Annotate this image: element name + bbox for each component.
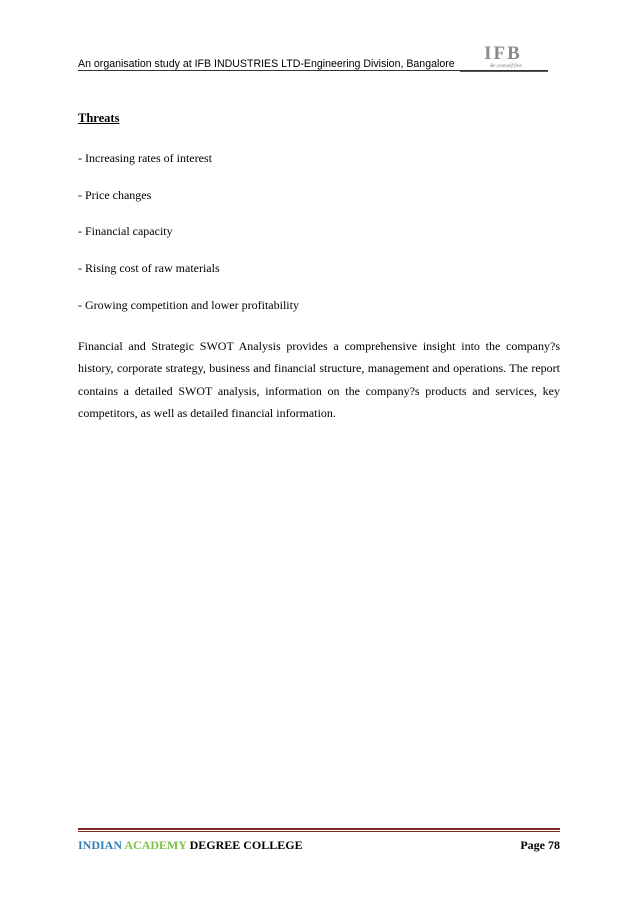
- page-number: Page 78: [520, 838, 560, 852]
- college-name-rest: DEGREE COLLEGE: [189, 838, 303, 852]
- footer-rule: [78, 828, 560, 830]
- threat-item: - Price changes: [78, 188, 152, 202]
- college-name-academy: ACADEMY: [124, 838, 187, 852]
- logo-tagline: Be yourself free: [490, 64, 522, 69]
- college-name-indian: INDIAN: [78, 838, 123, 852]
- threat-item: - Rising cost of raw materials: [78, 261, 220, 275]
- body-paragraph: Financial and Strategic SWOT Analysis provides a comprehensive insight into the company?s history, corporate strategy, business and financial structure, management and operations. The report contains a detailed SWOT analysis, information on the company?s products and services, key competitors, as well as detailed financial information.: [78, 339, 560, 420]
- page-content: [78, 111, 560, 420]
- threat-item: - Increasing rates of interest: [78, 151, 212, 165]
- ifb-logo: [460, 42, 546, 70]
- header-title: An organisation study at IFB INDUSTRIES LTD-Engineering Division, Bangalore: [78, 58, 455, 70]
- threat-item: - Growing competition and lower profitability: [78, 298, 299, 312]
- footer-rule-thin: [78, 831, 560, 832]
- college-name: [78, 838, 303, 853]
- threat-item: - Financial capacity: [78, 224, 173, 238]
- logo-text: IFB: [484, 43, 522, 64]
- section-heading: Threats: [78, 111, 120, 125]
- header-rule-accent: [460, 71, 548, 72]
